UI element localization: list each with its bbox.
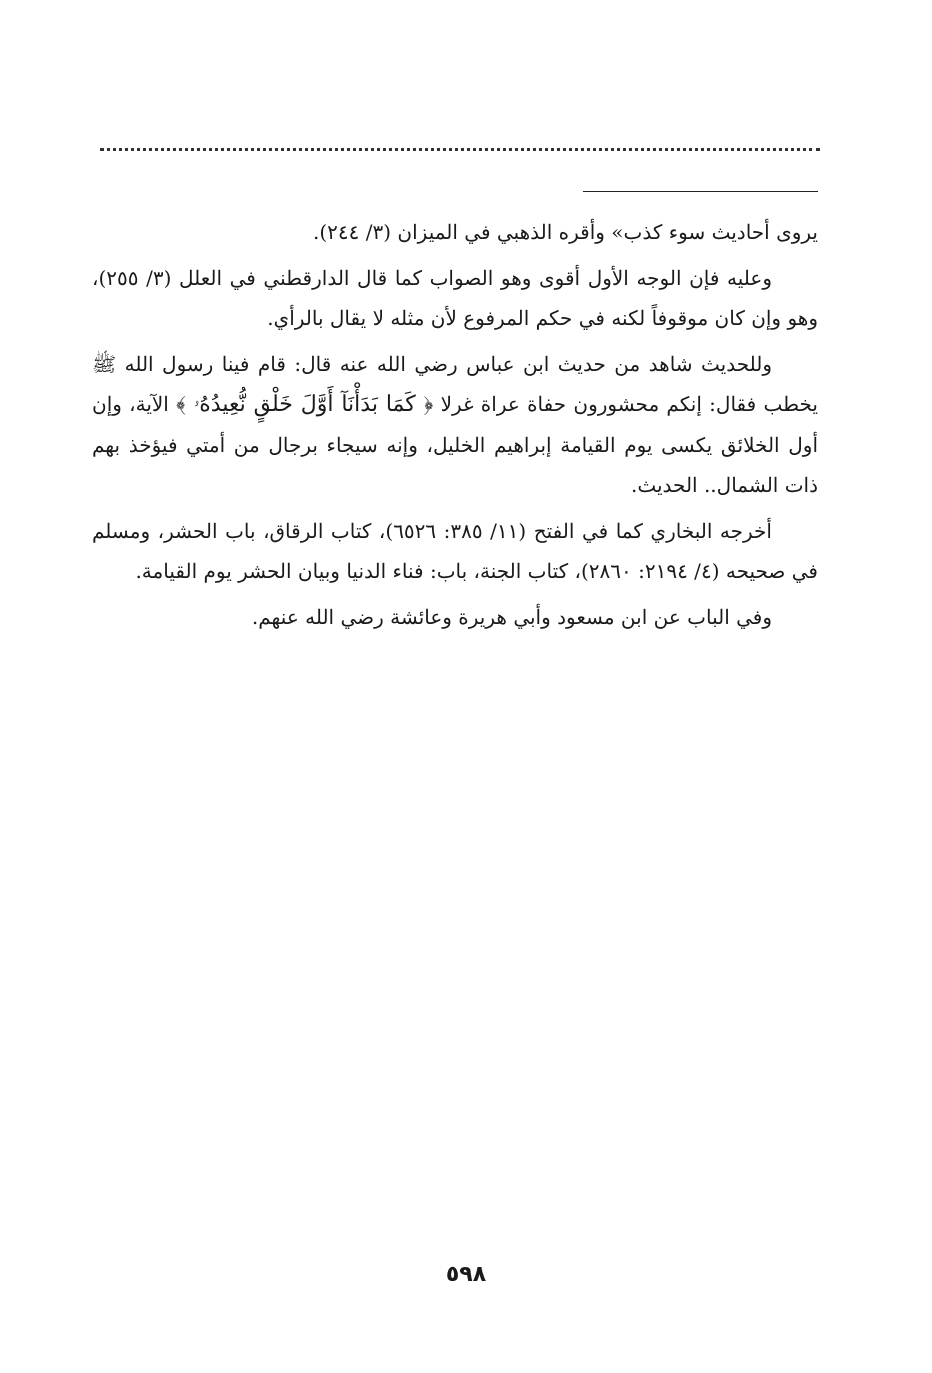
- footnote-paragraph-1: يروى أحاديث سوء كذب» وأقره الذهبي في الميزان (٣/ ٢٤٤).: [313, 220, 818, 244]
- page-number: ٥٩٨: [445, 1262, 487, 1287]
- hadith-text-before-verse: وللحديث شاهد من حديث ابن عباس رضي الله عنه قال: قام فينا رسول الله ﷺ يخطب فقال: إنكم محشورون حفاة عراة غرلا: [92, 352, 818, 416]
- dotted-separator: [100, 148, 820, 151]
- hadith-text-after-verse: الآية، وإن أول الخلائق يكسى يوم القيامة إبراهيم الخليل، وإنه سيجاء برجال من أمتي فيؤخذ بهم ذات الشمال.. الحديث.: [92, 392, 818, 497]
- footnote-text: [92, 212, 818, 643]
- footnote-paragraph-2: وعليه فإن الوجه الأول أقوى وهو الصواب كما قال الدارقطني في العلل (٣/ ٢٥٥)، وهو وإن كان موقوفاً لكنه في حكم المرفوع لأن مثله لا يقال بالرأي.: [92, 266, 818, 330]
- quran-verse: ﴿ كَمَا بَدَأْنَآ أَوَّلَ خَلْقٍ نُّعِيدُهُۥ ﴾: [176, 392, 434, 417]
- footnote-separator-line: [583, 191, 818, 192]
- footnote-paragraph-4: أخرجه البخاري كما في الفتح (١١/ ٣٨٥: ٦٥٢٦)، كتاب الرقاق، باب الحشر، ومسلم في صحيحه (٤/ ٢١٩٤: ٢٨٦٠)، كتاب الجنة، باب: فناء الدنيا وبيان الحشر يوم القيامة.: [92, 519, 818, 583]
- footnote-paragraph-5: وفي الباب عن ابن مسعود وأبي هريرة وعائشة رضي الله عنهم.: [251, 605, 772, 629]
- footnote-paragraph-3: [92, 344, 818, 505]
